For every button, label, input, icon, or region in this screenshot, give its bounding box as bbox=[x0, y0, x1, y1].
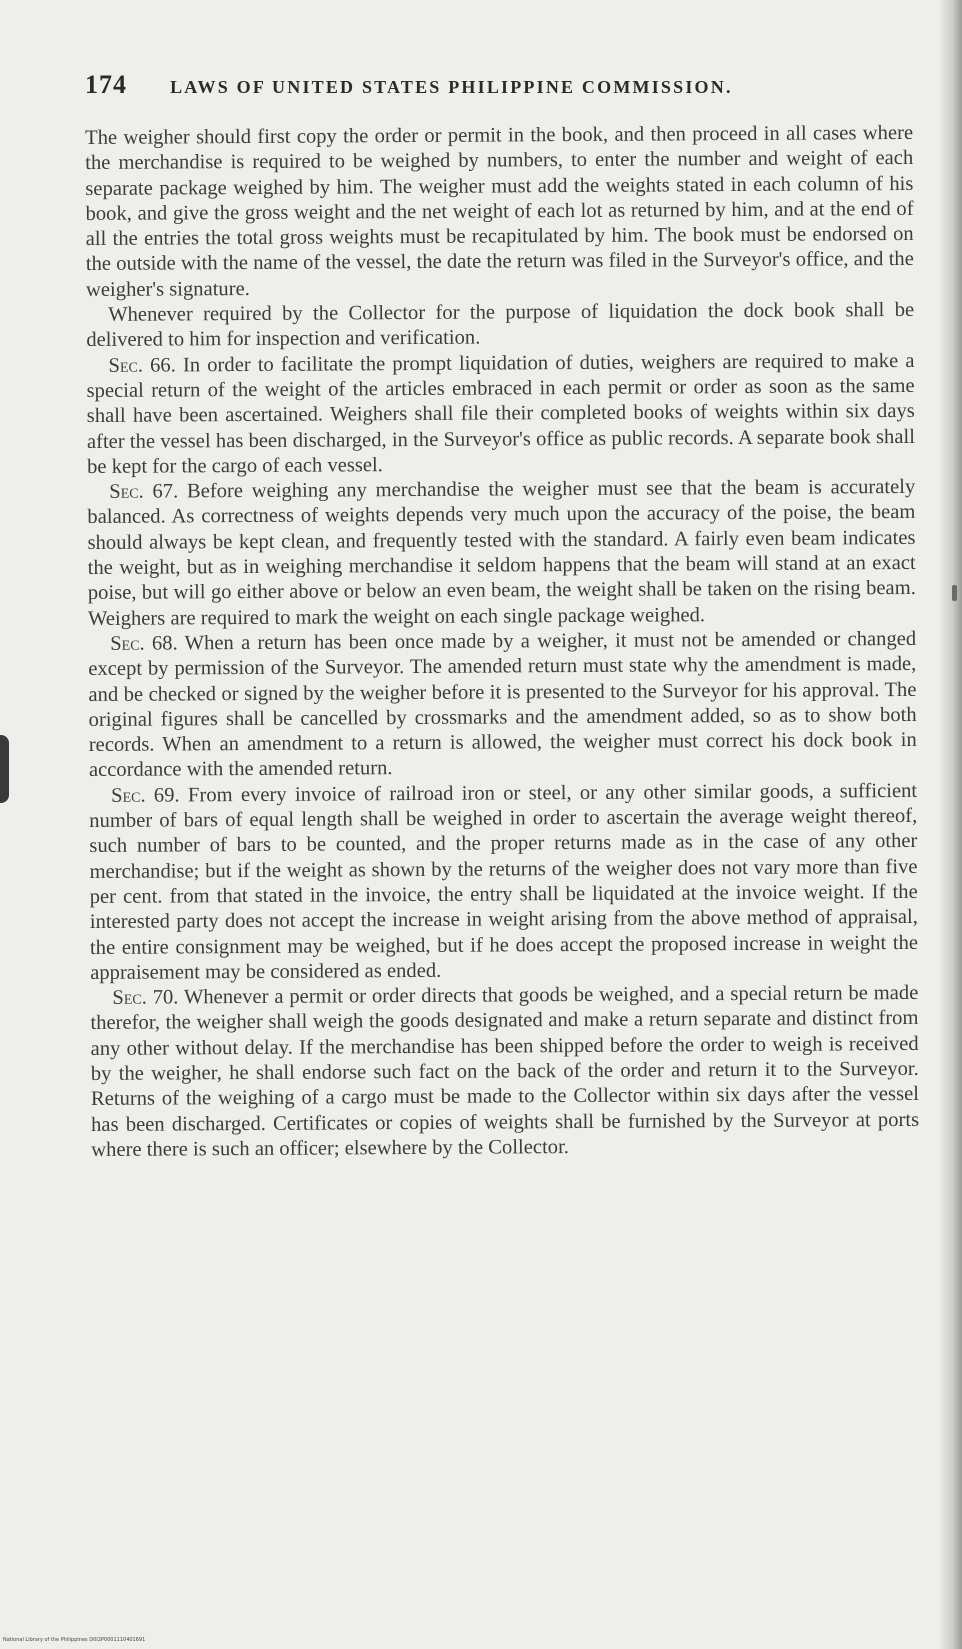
paragraph-text: When a return has been once made by a weigher, it must not be amended or changed except by permission of the Surveyor. The amended return must state why the amendment is made, and be checked or signed by the weigher before it is presented to the Surveyor for his approval. The original figures shall be cancelled by crossmarks and the amendment added, so as to show both records. When an amendment to a return is allowed, the weigher must correct his dock book in accordance with the amended return. bbox=[88, 627, 917, 782]
paragraph-text: From every invoice of railroad iron or steel, or any other similar goods, a sufficient number of bars of equal length shall be weighed in order to ascertain the average weight thereof, such number of bars to be counted, and the proper returns made as in the case of any other merchandise; but if the weight as shown by the returns of the weigher does not vary more than five per cent. from that stated in the invoice, the entry shall be liquidated at the invoice weight. If the interested party does not accept the increase in weight arising from the above method of appraisal, the entire consignment may be weighed, but if he does accept the proposed increase in weight the appraisement may be considered as ended. bbox=[89, 779, 919, 984]
binding-shadow bbox=[0, 735, 9, 803]
paragraph-text: In order to facilitate the prompt liquidation of duties, weighers are required to make a special return of the weight of the articles embraced in each permit or order as soon as the same shall have been ascertained. Weighers shall file their completed books of weights within six days after the vessel has been discharged, in the Surveyor's office as public records. A separate book shall be kept for the cargo of each vessel. bbox=[86, 349, 915, 478]
page-edge bbox=[940, 0, 962, 1649]
paragraph-text: The weigher should first copy the order or permit in the book, and then proceed in all cases where the merchandise is required to be weighed by numbers, to enter the number and weight of each separate package weighed by him. The weigher must add the weights stated in each column of his book, and give the gross weight and the net weight of each lot as returned by him, and at the end of all the entries the total gross weights must be recapitulated by him. The book must be endorsed on the outside with the name of the vessel, the date the return was filed in the Surveyor's office, and the weigher's signature. bbox=[85, 121, 914, 301]
scan-footer: National Library of the Philippines D0I2P0001110401691 bbox=[3, 1637, 146, 1643]
paragraph bbox=[85, 121, 914, 303]
section-label: Sec. 66. bbox=[108, 354, 176, 377]
section-66 bbox=[86, 349, 915, 481]
running-head: LAWS OF UNITED STATES PHILIPPINE COMMISSION. bbox=[170, 77, 733, 97]
section-67 bbox=[87, 475, 916, 632]
section-68 bbox=[88, 627, 917, 784]
page-number: 174 bbox=[85, 70, 127, 99]
paragraph bbox=[86, 298, 914, 354]
page-body bbox=[85, 121, 919, 1163]
paragraph-text: Before weighing any merchandise the weigher must see that the beam is accurately balanced. As correctness of weights depends very much upon the accuracy of the poise, the beam should always be kept clean, and frequently tested with the standard. A fairly even beam indicates the weight, but as in weighing merchandise it seldom happens that the beam will stand at an exact poise, but will go either above or below an even beam, the weight shall be taken on the rising beam. Weighers are required to mark the weight on each single package weighed. bbox=[87, 476, 916, 630]
section-70 bbox=[90, 981, 919, 1163]
edge-mark bbox=[952, 585, 957, 601]
section-label: Sec. 68. bbox=[110, 632, 178, 655]
section-label: Sec. 67. bbox=[109, 480, 179, 504]
section-69 bbox=[89, 779, 918, 986]
section-label: Sec. 69. bbox=[111, 784, 180, 807]
paragraph-text: Whenever a permit or order directs that goods be weighed, and a special return be made therefor, the weigher shall weigh the goods designated and make a return separate and distinct from any other without delay. If the merchandise has been shipped before the order to weigh is received by the weigher, he shall endorse such fact on the back of the order and return it to the Surveyor. Returns of the weighing of a cargo must be made to the Collector within six days after the vessel has been discharged. Certificates or copies of weights shall be furnished by the Surveyor at ports where there is such an officer; elsewhere by the Collector. bbox=[90, 982, 920, 1161]
paragraph-text: Whenever required by the Collector for the purpose of liquidation the dock book shall be delivered to him for inspection and verification. bbox=[86, 299, 915, 352]
page-header bbox=[85, 70, 915, 100]
section-label: Sec. 70. bbox=[112, 986, 179, 1009]
